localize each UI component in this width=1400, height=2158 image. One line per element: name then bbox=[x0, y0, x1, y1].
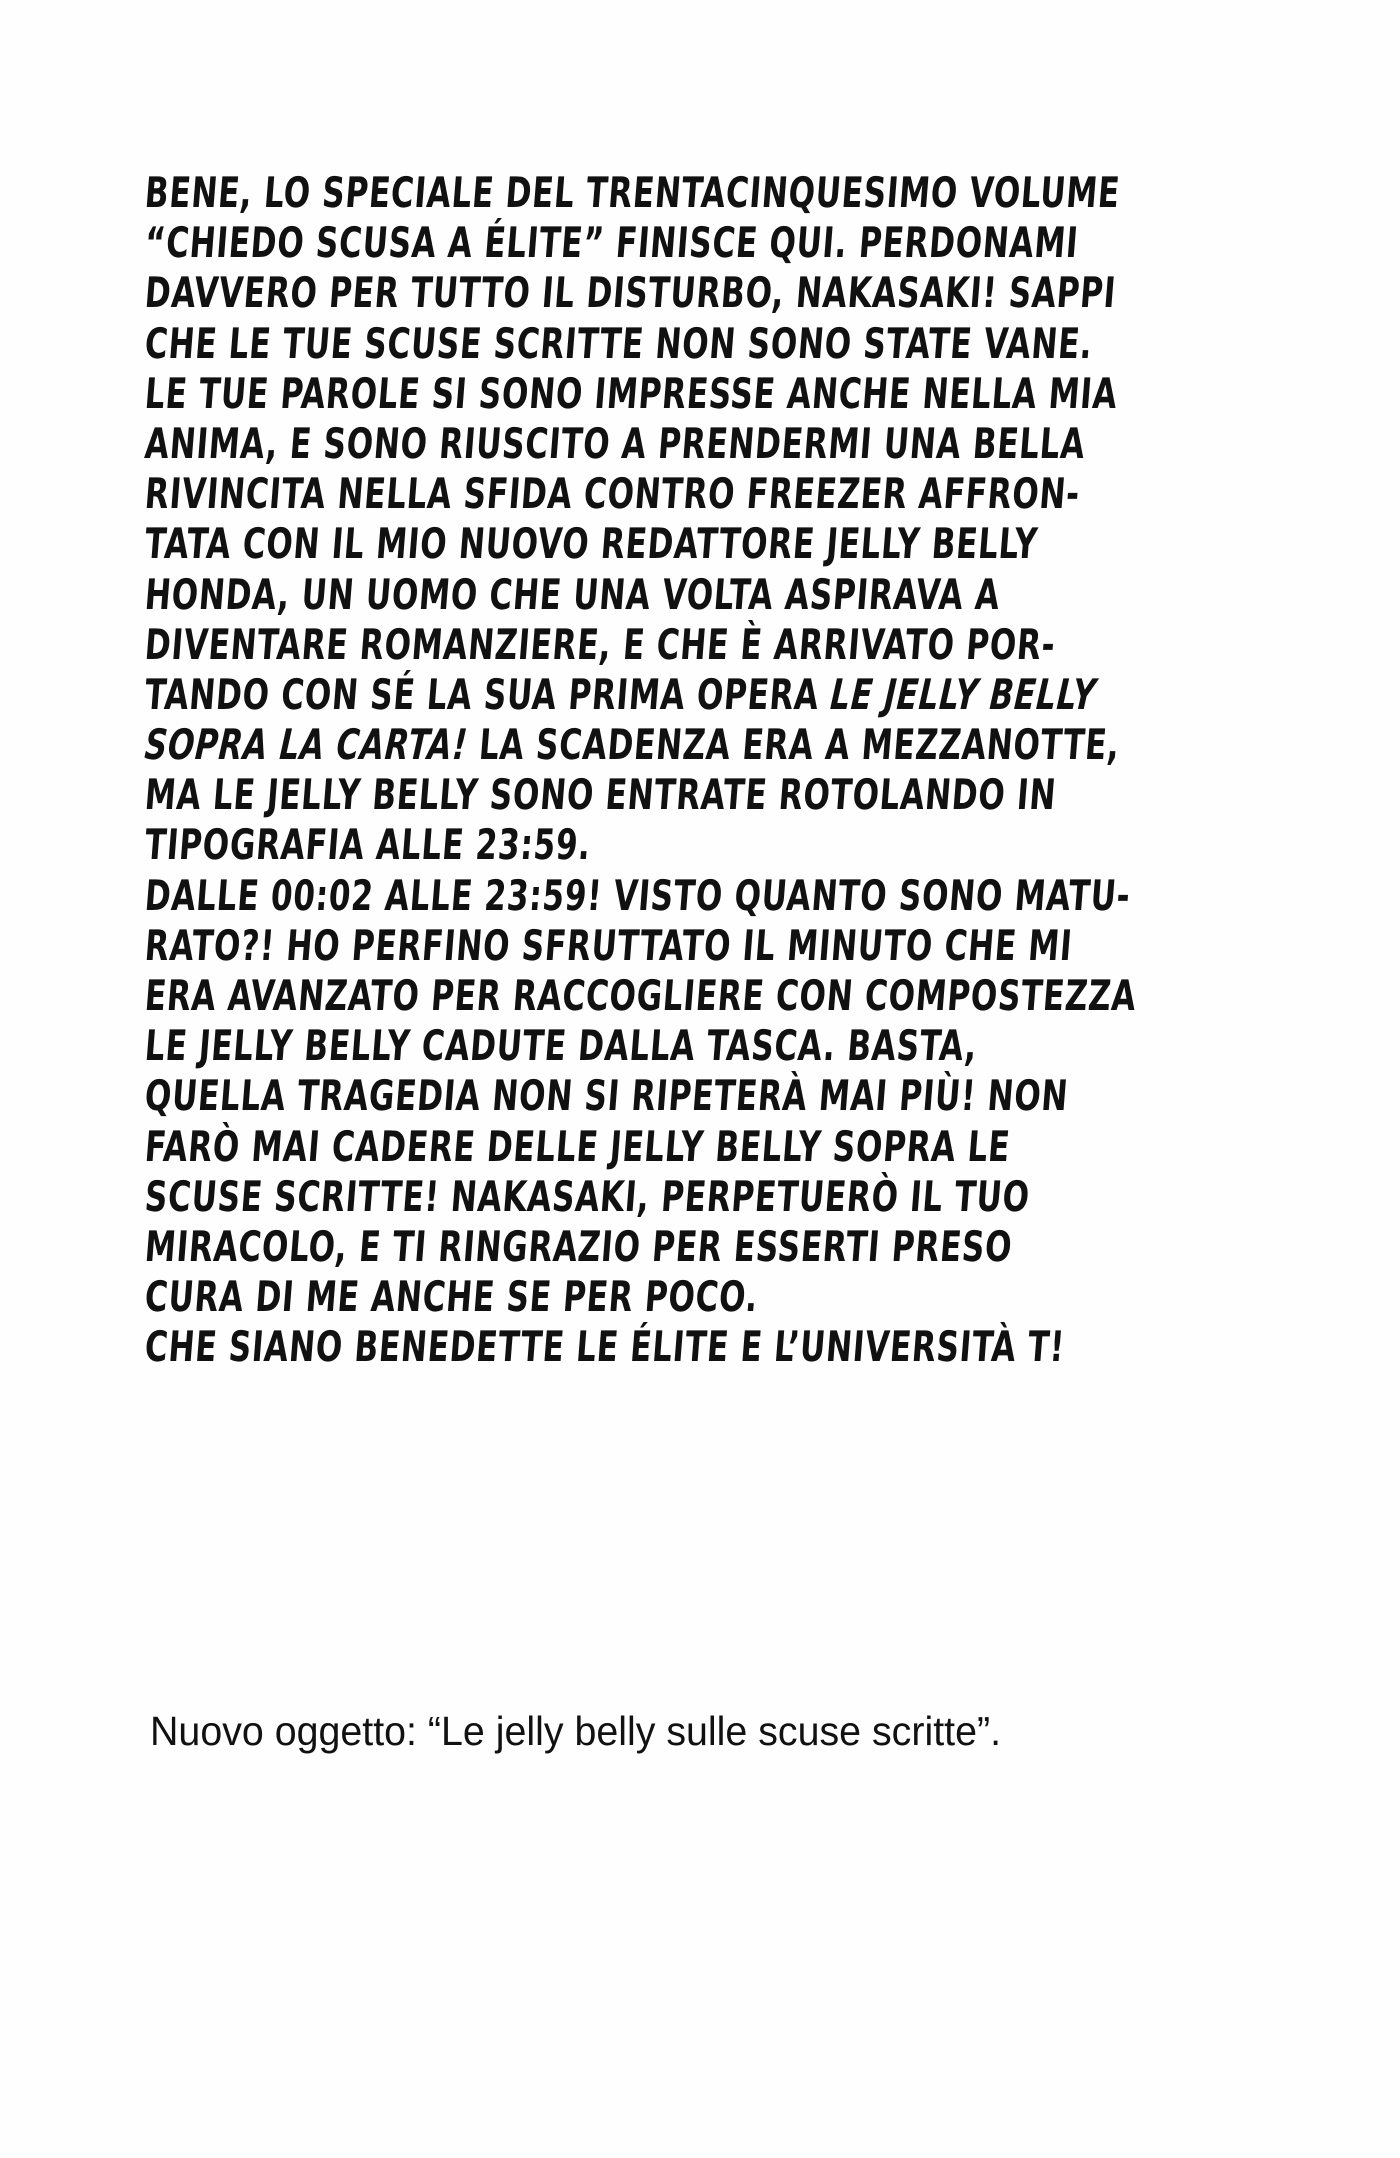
text-line: SCUSE SCRITTE! NAKASAKI, PERPETUERÒ IL TUO bbox=[143, 1171, 1032, 1221]
text-line: LE JELLY BELLY CADUTE DALLA TASCA. BASTA, bbox=[143, 1021, 980, 1071]
text-line: RIVINCITA NELLA SFIDA CONTRO FREEZER AFFRON- bbox=[143, 469, 1082, 519]
text-line: CHE SIANO BENEDETTE LE ÉLITE E L’UNIVERSITÀ T! bbox=[143, 1322, 1067, 1372]
text-line: ANIMA, E SONO RIUSCITO A PRENDERMI UNA BELLA bbox=[143, 418, 1088, 468]
text-line: ERA AVANZATO PER RACCOGLIERE CON COMPOSTEZZA bbox=[143, 971, 1139, 1020]
text-line: RATO?! HO PERFINO SFRUTTATO IL MINUTO CHE MI bbox=[143, 920, 1075, 970]
text-line: MIRACOLO, E TI RINGRAZIO PER ESSERTI PRESO bbox=[143, 1221, 1015, 1271]
text-line: HONDA, UN UOMO CHE UNA VOLTA ASPIRAVA A bbox=[143, 569, 1002, 619]
text-line: BENE, LO SPECIALE DEL TRENTACINQUESIMO VOLUME bbox=[143, 168, 1122, 217]
text-line: DALLE 00:02 ALLE 23:59! VISTO QUANTO SONO MATU- bbox=[143, 870, 1133, 920]
text-line: DAVVERO PER TUTTO IL DISTURBO, NAKASAKI! SAPPI bbox=[143, 268, 1119, 318]
book-title-italic: SOPRA LA CARTA! bbox=[143, 720, 470, 770]
text-line: DIVENTARE ROMANZIERE, E CHE È ARRIVATO POR- bbox=[143, 619, 1058, 669]
text-segment: LA SCADENZA ERA A MEZZANOTTE, bbox=[465, 720, 1122, 770]
text-line: FARÒ MAI CADERE DELLE JELLY BELLY SOPRA LE bbox=[143, 1121, 1013, 1171]
book-title-italic: LE JELLY BELLY bbox=[828, 669, 1098, 719]
text-line: TIPOGRAFIA ALLE 23:59. bbox=[143, 820, 593, 870]
text-line bbox=[143, 669, 1098, 720]
text-line: CURA DI ME ANCHE SE PER POCO. bbox=[143, 1272, 761, 1322]
text-line bbox=[143, 720, 1122, 770]
text-line: “CHIEDO SCUSA A ÉLITE” FINISCE QUI. PERDONAMI bbox=[143, 218, 1081, 268]
new-item-note: Nuovo oggetto: “Le jelly belly sulle scuse scritte”. bbox=[150, 1708, 1002, 1754]
text-line: QUELLA TRAGEDIA NON SI RIPETERÀ MAI PIÙ! NON bbox=[143, 1071, 1071, 1121]
text-line: LE TUE PAROLE SI SONO IMPRESSE ANCHE NELLA MIA bbox=[143, 368, 1120, 418]
text-line: CHE LE TUE SCUSE SCRITTE NON SONO STATE VANE. bbox=[143, 318, 1095, 368]
text-segment: TANDO CON SÉ LA SUA PRIMA OPERA bbox=[143, 669, 833, 719]
text-line: MA LE JELLY BELLY SONO ENTRATE ROTOLANDO IN bbox=[143, 770, 1059, 820]
hand-lettered-text bbox=[145, 168, 1325, 1373]
text-line: TATA CON IL MIO NUOVO REDATTORE JELLY BELLY bbox=[143, 519, 1040, 569]
